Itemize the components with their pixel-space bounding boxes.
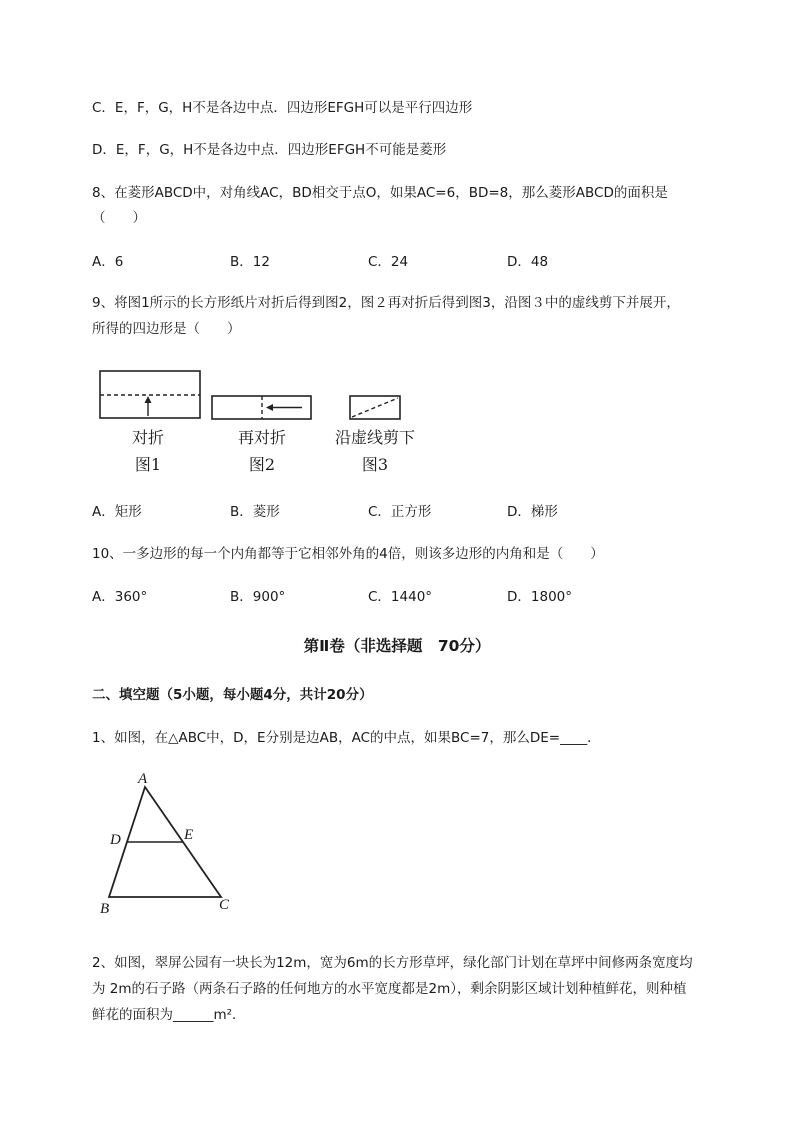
triangle-vertex-b-label: B — [100, 901, 110, 917]
question9-option-a: A．矩形 — [92, 504, 142, 520]
figure2-caption-action: 再对折 — [237, 428, 286, 447]
triangle-vertex-c-label: C — [219, 897, 230, 913]
question9-option-d: D．梯形 — [507, 504, 558, 520]
question9-option-c: C．正方形 — [368, 504, 432, 520]
question7-option-d: D．E，F，G，H不是各边中点．四边形EFGH不可能是菱形 — [92, 142, 447, 158]
question8-option-d: D．48 — [507, 254, 549, 270]
question8-stem: 8、在菱形ABCD中，对角线AC，BD相交于点O，如果AC=6，BD=8，那么菱形ABCD的面积是 — [92, 185, 668, 201]
question8-option-c: C．24 — [368, 254, 409, 270]
question8-answer-paren: （ ） — [92, 210, 146, 226]
question10-option-d: D．1800° — [507, 589, 573, 605]
question10-option-c: C．1440° — [368, 589, 433, 605]
triangle-vertex-a-label: A — [138, 771, 148, 787]
question10-option-b: B．900° — [230, 589, 286, 605]
figure3-caption-label: 图3 — [361, 455, 389, 474]
figure3-caption-action: 沿虚线剪下 — [334, 428, 415, 447]
fill-in-heading: 二、填空题（5小题，每小题4分，共计20分） — [92, 687, 373, 703]
question10-stem: 10、一多边形的每一个内角都等于它相邻外角的4倍，则该多边形的内角和是（ ） — [92, 546, 604, 562]
figure1-caption-label: 图1 — [134, 455, 162, 474]
fill-question2-line2: 为 2m的石子路（两条石子路的任何地方的水平宽度都是2m），剩余阴影区域计划种植鲜花，则种植 — [92, 981, 687, 997]
triangle-point-e-label: E — [184, 827, 194, 843]
question9-stem-line1: 9、将图1所示的长方形纸片对折后得到图2，图２再对折后得到图3，沿图３中的虚线剪下并展开， — [92, 295, 680, 311]
section-title: 第Ⅱ卷（非选择题 70分） — [303, 637, 491, 655]
figure1-caption-action: 对折 — [131, 428, 164, 447]
fill-question2-line3: 鲜花的面积为______m²． — [92, 1007, 246, 1023]
figure2-caption-label: 图2 — [248, 455, 276, 474]
question10-option-a: A．360° — [92, 589, 148, 605]
question9-stem-line2: 所得的四边形是（ ） — [92, 321, 241, 337]
question9-option-b: B．菱形 — [230, 504, 280, 520]
triangle-point-d-label: D — [110, 832, 121, 848]
fill-question2-line1: 2、如图，翠屏公园有一块长为12m，宽为6m的长方形草坪，绿化部门计划在草坪中间修两条宽度均 — [92, 955, 693, 971]
question8-option-a: A．6 — [92, 254, 124, 270]
question8-option-b: B．12 — [230, 254, 270, 270]
fill-question1-stem: 1、如图，在△ABC中，D，E分别是边AB，AC的中点，如果BC=7，那么DE=____． — [92, 730, 601, 746]
question7-option-c: C．E，F，G，H不是各边中点．四边形EFGH可以是平行四边形 — [92, 100, 473, 116]
